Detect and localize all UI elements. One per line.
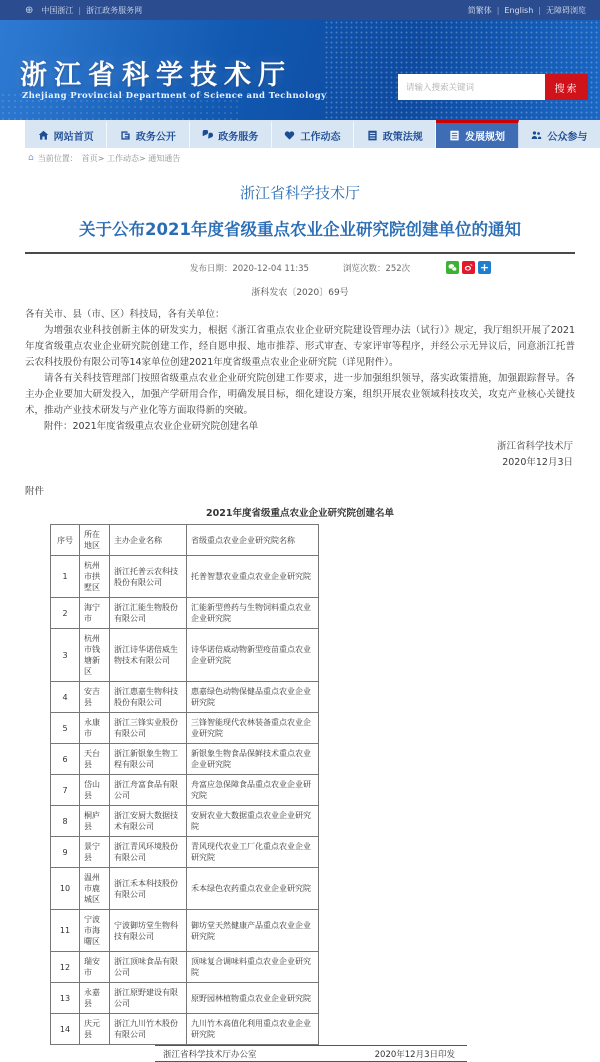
table-cell: 7 xyxy=(51,775,80,806)
search-button[interactable]: 搜索 xyxy=(545,74,588,100)
table-cell: 8 xyxy=(51,806,80,837)
header-banner xyxy=(0,20,600,120)
table-cell: 浙江三锋实业股份有限公司 xyxy=(110,713,187,744)
print-date: 2020年12月3日印发 xyxy=(374,1049,455,1060)
table-cell: 浙江舟富食品有限公司 xyxy=(110,775,187,806)
signature-date: 2020年12月3日 xyxy=(502,457,573,468)
table-row xyxy=(51,682,319,713)
table-cell: 浙江原野建设有限公司 xyxy=(110,983,187,1014)
list-icon xyxy=(449,130,460,141)
table-cell: 浙江顶味食品有限公司 xyxy=(110,952,187,983)
table-cell: 3 xyxy=(51,629,80,682)
table-cell: 青风现代农业工厂化重点农业企业研究院 xyxy=(187,837,319,868)
nav-item-label: 发展规划 xyxy=(465,132,506,143)
table-cell: 浙江汇能生物股份有限公司 xyxy=(110,598,187,629)
table-cell: 三锋智能现代农林装备重点农业企业研究院 xyxy=(187,713,319,744)
table-row xyxy=(51,713,319,744)
table-cell: 浙江新银象生物工程有限公司 xyxy=(110,744,187,775)
signature-org: 浙江省科学技术厅 xyxy=(496,441,573,452)
table-row xyxy=(51,806,319,837)
nav-item-work-news[interactable] xyxy=(272,120,354,148)
table-cell: 海宁市 xyxy=(80,598,110,629)
china-zhejiang-link[interactable]: 中国浙江 xyxy=(41,5,74,15)
main-nav-wrap xyxy=(0,120,600,148)
nav-item-label: 政务公开 xyxy=(135,132,176,143)
salutation: 各有关市、县（市、区）科技局，各有关单位： xyxy=(25,309,225,320)
table-cell: 托普智慧农业重点农业企业研究院 xyxy=(187,556,319,598)
table-row xyxy=(51,775,319,806)
article-body xyxy=(25,307,575,435)
table-row xyxy=(51,952,319,983)
table-header-row xyxy=(51,525,319,556)
table-cell: 浙江惠嘉生物科技股份有限公司 xyxy=(110,682,187,713)
table-cell: 温州市鹿城区 xyxy=(80,868,110,910)
heart-icon xyxy=(284,130,295,141)
separator: | xyxy=(78,5,82,15)
table-cell: 瑞安市 xyxy=(80,952,110,983)
weibo-share-icon[interactable] xyxy=(462,261,475,274)
signature-block xyxy=(25,439,575,471)
globe-icon: ⊕ xyxy=(25,4,34,16)
table-row xyxy=(51,629,319,682)
table-cell: 杭州市钱塘新区 xyxy=(80,629,110,682)
table-cell: 永康市 xyxy=(80,713,110,744)
nav-item-label: 工作动态 xyxy=(300,132,341,143)
table-row xyxy=(51,837,319,868)
col-header: 主办企业名称 xyxy=(110,525,187,556)
table-cell: 诗华诺倍威动物新型疫苗重点农业企业研究院 xyxy=(187,629,319,682)
table-cell: 惠嘉绿色动物保健品重点农业企业研究院 xyxy=(187,682,319,713)
institute-table xyxy=(50,524,319,1045)
world-map-dots xyxy=(324,20,600,120)
table-cell: 桐庐县 xyxy=(80,806,110,837)
attachment-label: 附件 xyxy=(25,486,45,497)
article-meta xyxy=(25,256,575,280)
nav-item-label: 网站首页 xyxy=(53,132,94,143)
table-cell: 6 xyxy=(51,744,80,775)
table-cell: 浙江托普云农科技股份有限公司 xyxy=(110,556,187,598)
table-row xyxy=(51,868,319,910)
list-icon xyxy=(367,130,378,141)
table-title: 2021年度省级重点农业企业研究院创建名单 xyxy=(206,508,394,519)
table-cell: 11 xyxy=(51,910,80,952)
table-row xyxy=(51,983,319,1014)
table-cell: 原野园林植物重点农业企业研究院 xyxy=(187,983,319,1014)
table-cell: 宁波市海曙区 xyxy=(80,910,110,952)
home-icon xyxy=(38,130,49,141)
table-cell: 1 xyxy=(51,556,80,598)
gov-service-link[interactable]: 浙江政务服务网 xyxy=(86,5,143,15)
document-number: 浙科发农〔2020〕69号 xyxy=(251,288,349,298)
table-row xyxy=(51,910,319,952)
table-row xyxy=(51,1014,319,1045)
table-cell: 浙江青风环境股份有限公司 xyxy=(110,837,187,868)
separator: | xyxy=(538,5,541,15)
table-cell: 4 xyxy=(51,682,80,713)
table-cell: 浙江禾本科技股份有限公司 xyxy=(110,868,187,910)
table-cell: 2 xyxy=(51,598,80,629)
col-header: 序号 xyxy=(51,525,80,556)
breadcrumb xyxy=(0,148,600,168)
title-divider xyxy=(25,252,575,254)
table-cell: 浙江九川竹木股份有限公司 xyxy=(110,1014,187,1045)
table-cell: 安吉县 xyxy=(80,682,110,713)
table-cell: 12 xyxy=(51,952,80,983)
location-icon: ⌂ xyxy=(28,153,34,163)
nav-item-label: 政策法规 xyxy=(382,132,423,143)
attachment-line: 附件：2021年度省级重点农业企业研究院创建名单 xyxy=(44,421,259,432)
table-cell: 新银象生物食品保鲜技术重点农业企业研究院 xyxy=(187,744,319,775)
nav-item-gov-services[interactable] xyxy=(190,120,272,148)
table-cell: 汇能新型兽药与生物饲料重点农业企业研究院 xyxy=(187,598,319,629)
search-input[interactable] xyxy=(398,74,545,100)
table-cell: 天台县 xyxy=(80,744,110,775)
site-search xyxy=(398,74,588,100)
doc-icon xyxy=(120,130,131,141)
nav-item-label: 政务服务 xyxy=(218,132,259,143)
table-cell: 景宁县 xyxy=(80,837,110,868)
top-utility-bar xyxy=(0,0,600,20)
site-subtitle: Zhejiang Provincial Department of Science and Technology xyxy=(22,91,327,101)
more-share-icon[interactable]: + xyxy=(479,261,490,274)
view-count: 浏览次数：252次 xyxy=(342,264,411,274)
publish-date: 发布日期：2020-12-04 11:35 xyxy=(189,264,309,274)
wechat-share-icon[interactable] xyxy=(446,261,459,274)
nav-item-gov-disclosure[interactable] xyxy=(107,120,189,148)
english-link[interactable]: English xyxy=(504,5,534,15)
article-title-line2: 关于公布2021年度省级重点农业企业研究院创建单位的通知 xyxy=(79,220,521,239)
nav-item-policies[interactable] xyxy=(354,120,436,148)
table-cell: 岱山县 xyxy=(80,775,110,806)
table-cell: 禾本绿色农药重点农业企业研究院 xyxy=(187,868,319,910)
table-cell: 14 xyxy=(51,1014,80,1045)
table-row xyxy=(51,744,319,775)
table-row xyxy=(51,556,319,598)
paragraph: 请各有关科技管理部门按照省级重点农业企业研究院创建工作要求，进一步加强组织领导，落实政策措施，加强跟踪督导。各主办企业要加大研发投入，加强产学研用合作，明确发展目标，细化建设方案，组织开展农业领域科技攻关，攻克产业核心关键技术，推动产业技术研发与产业化等方面取得新的突破。 xyxy=(25,373,575,416)
col-header: 所在地区 xyxy=(80,525,110,556)
accessibility-link[interactable]: 无障碍浏览 xyxy=(546,5,586,15)
table-cell: 5 xyxy=(51,713,80,744)
table-cell: 庆元县 xyxy=(80,1014,110,1045)
table-cell: 顶味复合调味料重点农业企业研究院 xyxy=(187,952,319,983)
site-title: 浙江省科学技术厅 xyxy=(20,60,292,91)
table-row xyxy=(51,598,319,629)
table-cell: 浙江诗华诺倍威生物技术有限公司 xyxy=(110,629,187,682)
table-cell: 杭州市拱墅区 xyxy=(80,556,110,598)
institute-table-body xyxy=(51,525,319,1045)
nav-item-label: 公众参与 xyxy=(547,132,588,143)
main-nav xyxy=(25,120,600,148)
simplified-traditional-link[interactable]: 简繁体 xyxy=(467,5,492,15)
table-cell: 安厨农业大数据重点农业企业研究院 xyxy=(187,806,319,837)
paragraph: 为增强农业科技创新主体的研发实力，根据《浙江省重点农业企业研究院建设管理办法（试行）》规定，我厅组织开展了2021年度省级重点农业企业研究院创建工作，经自愿申报、地市推荐、形式审查、专家评审等程序，并经公示无异议后，同意浙江托普云农科技股份有限公司等14家单位创建2021年度省级重点农业企业研究院（详见附件）。 xyxy=(25,325,575,368)
table-cell: 舟富应急保障食品重点农业企业研究院 xyxy=(187,775,319,806)
nav-item-development-plans[interactable] xyxy=(436,120,518,148)
table-cell: 永嘉县 xyxy=(80,983,110,1014)
col-header: 省级重点农业企业研究院名称 xyxy=(187,525,319,556)
separator: | xyxy=(496,5,500,15)
article-title-line1: 浙江省科学技术厅 xyxy=(239,184,360,202)
share-buttons xyxy=(446,261,491,274)
breadcrumb-prefix: 当前位置： xyxy=(37,153,78,163)
table-cell: 13 xyxy=(51,983,80,1014)
table-cell: 宁波御坊堂生物科技有限公司 xyxy=(110,910,187,952)
issuing-office: 浙江省科学技术厅办公室 xyxy=(163,1049,257,1060)
chat-icon xyxy=(202,130,213,141)
print-footer xyxy=(155,1045,467,1062)
nav-item-public-participation[interactable] xyxy=(519,120,600,148)
table-cell: 10 xyxy=(51,868,80,910)
table-cell: 九川竹木高值化利用重点农业企业研究院 xyxy=(187,1014,319,1045)
nav-item-home[interactable] xyxy=(25,120,107,148)
people-icon xyxy=(531,130,542,141)
table-cell: 9 xyxy=(51,837,80,868)
article xyxy=(0,182,600,1062)
breadcrumb-path[interactable]: 首页> 工作动态> 通知通告 xyxy=(81,153,181,163)
table-cell: 浙江安厨大数据技术有限公司 xyxy=(110,806,187,837)
table-cell: 御坊堂天然健康产品重点农业企业研究院 xyxy=(187,910,319,952)
